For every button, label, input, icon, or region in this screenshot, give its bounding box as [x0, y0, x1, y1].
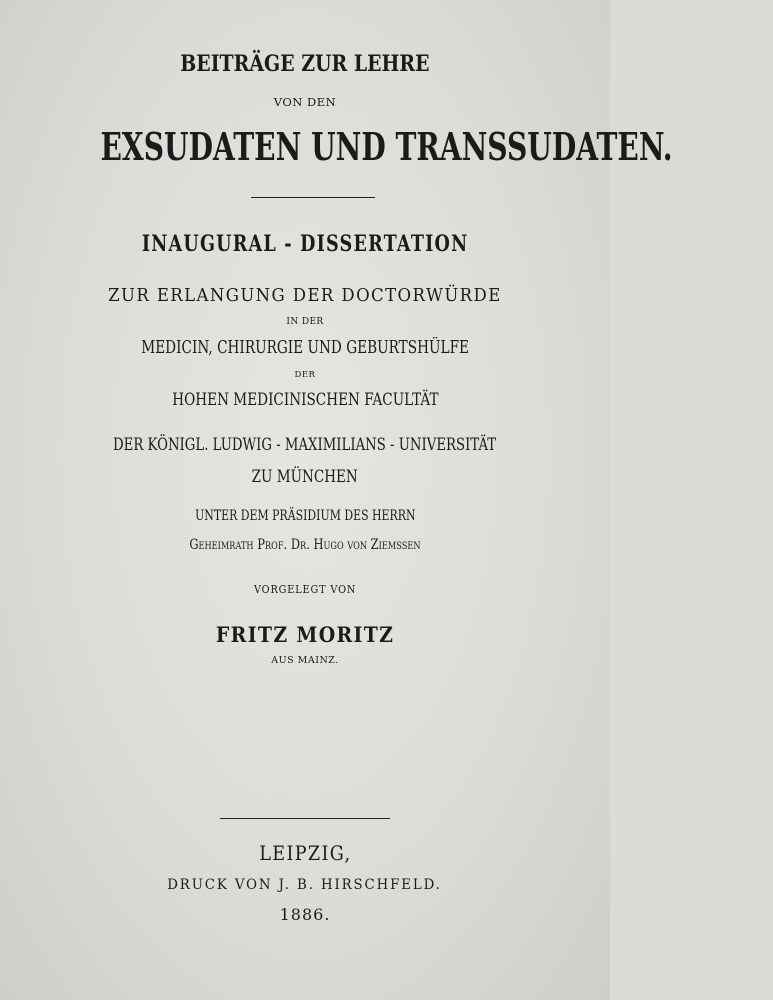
imprint-place [0, 843, 610, 863]
presidium-line [0, 509, 610, 523]
der-line [0, 371, 610, 380]
title-line-1-text: BEITRÄGE ZUR LEHRE [180, 51, 430, 77]
der-text: DER [294, 370, 316, 380]
title-line-1 [0, 53, 610, 75]
dissertation-heading-text: INAUGURAL - DISSERTATION [141, 231, 469, 257]
faculty-line-text: HOHEN MEDICINISCHEN FACULTÄT [171, 390, 439, 410]
submitted-by-text: VORGELEGT VON [253, 583, 357, 596]
title-line-2-text: VON DEN [273, 95, 337, 109]
author-line [0, 624, 610, 645]
dissertation-heading [0, 233, 610, 255]
purpose-line [0, 287, 610, 305]
imprint-place-text: LEIPZIG, [258, 841, 352, 865]
fields-line [0, 340, 610, 358]
presidium-line-text: UNTER DEM PRÄSIDIUM DES HERRN [194, 508, 416, 524]
president-line-text: Geheimrath Prof. Dr. Hugo von Ziemssen [189, 537, 421, 553]
city-line [0, 469, 610, 486]
main-title [0, 124, 673, 169]
university-line [0, 437, 610, 454]
faculty-line [0, 392, 610, 409]
imprint-printer [0, 878, 610, 892]
imprint-year [0, 907, 610, 923]
university-line-text: DER KÖNIGL. LUDWIG - MAXIMILIANS - UNIVERSITÄT [113, 435, 497, 455]
author-name: FRITZ MORITZ [215, 622, 395, 647]
fields-line-text: MEDICIN, CHIRURGIE UND GEBURTSHÜLFE [141, 338, 469, 358]
origin-text: AUS MAINZ. [271, 655, 339, 666]
origin-line [0, 656, 610, 666]
imprint-printer-text: DRUCK VON J. B. HIRSCHFELD. [167, 877, 443, 893]
in-der-line [0, 318, 610, 327]
main-title-text: EXSUDATEN UND TRANSSUDATEN. [100, 124, 673, 169]
submitted-by-line [0, 584, 610, 595]
purpose-line-text: ZUR ERLANGUNG DER DOCTORWÜRDE [108, 285, 502, 306]
title-line-2 [0, 97, 610, 109]
top-divider [251, 197, 375, 198]
city-line-text: ZU MÜNCHEN [251, 467, 359, 486]
in-der-text: IN DER [286, 317, 324, 327]
bottom-divider [220, 818, 390, 819]
president-line [0, 538, 610, 552]
imprint-year-text: 1886. [279, 905, 331, 924]
